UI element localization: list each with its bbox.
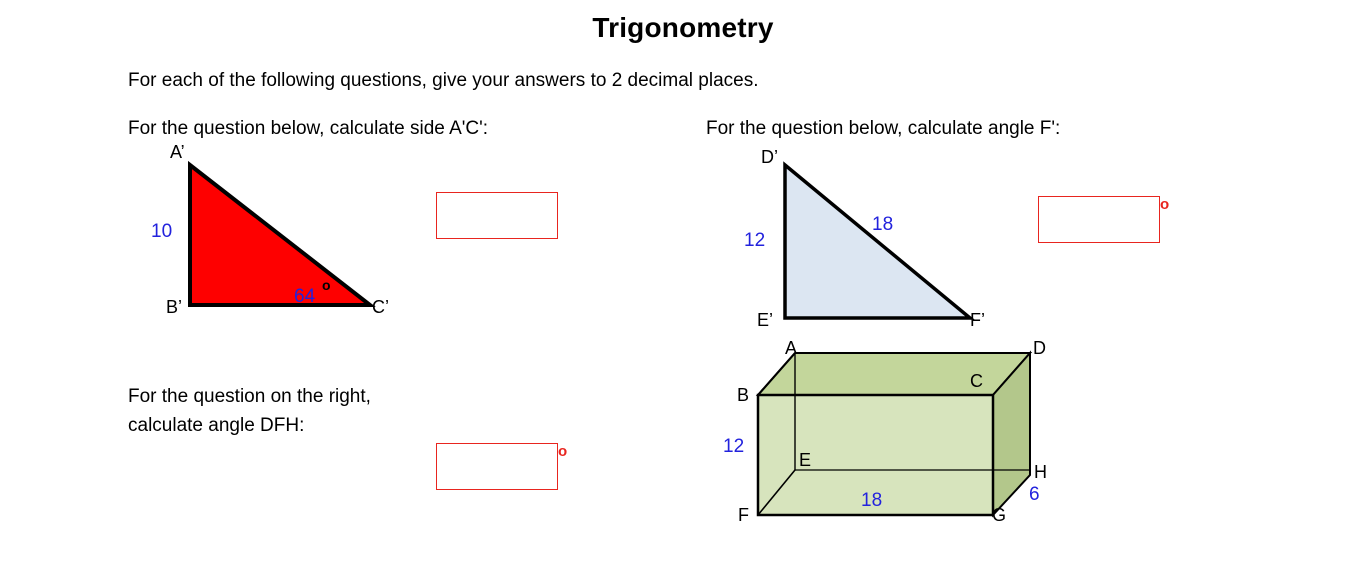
answer-input-q2[interactable] [1038,196,1160,243]
question-2-prompt: For the question below, calculate angle F': [706,118,1061,139]
question-3-cuboid [735,335,1065,535]
cuboid-vertex-label-a: A [785,338,798,358]
triangle-def-shape [785,165,970,318]
degree-symbol-q3: o [558,443,568,460]
triangle-vertex-label-f: F’ [970,310,985,330]
cuboid-vertex-label-b: B [737,385,750,405]
triangle-side-label-18: 18 [872,214,894,235]
cuboid-vertex-label-f: F [738,505,749,525]
triangle-angle-label-64: 64 [294,286,316,307]
answer-input-q1[interactable] [436,192,558,239]
intro-instruction: For each of the following questions, give your answers to 2 decimal places. [128,70,759,91]
cuboid-top-face [758,353,1030,395]
cuboid-length-label-18: 18 [861,490,883,511]
triangle-vertex-label-c: C’ [372,297,389,317]
question-1-prompt: For the question below, calculate side A'C': [128,118,489,139]
cuboid-vertex-label-d: D [1033,338,1046,358]
triangle-vertex-label-b: B’ [166,297,183,317]
degree-symbol-q2: o [1160,196,1170,213]
triangle-vertex-label-e: E’ [757,310,774,330]
cuboid-depth-label-6: 6 [1029,484,1040,505]
cuboid-vertex-label-h: H [1034,462,1047,482]
triangle-side-label-10: 10 [151,221,173,242]
cuboid-vertex-label-c: C [970,371,983,391]
cuboid-vertex-label-e: E [799,450,812,470]
triangle-vertex-label-a: A’ [170,142,185,162]
triangle-angle-degree-symbol: o [322,277,331,293]
page-title: Trigonometry [592,12,774,43]
cuboid-vertex-label-g: G [992,505,1007,525]
triangle-side-label-12: 12 [744,230,766,251]
question-3-prompt: For the question on the right, calculate angle DFH: [128,386,371,436]
cuboid-height-label-12: 12 [723,436,745,457]
answer-input-q3[interactable] [436,443,558,490]
triangle-abc-shape [190,165,370,305]
triangle-vertex-label-d: D’ [761,147,778,167]
